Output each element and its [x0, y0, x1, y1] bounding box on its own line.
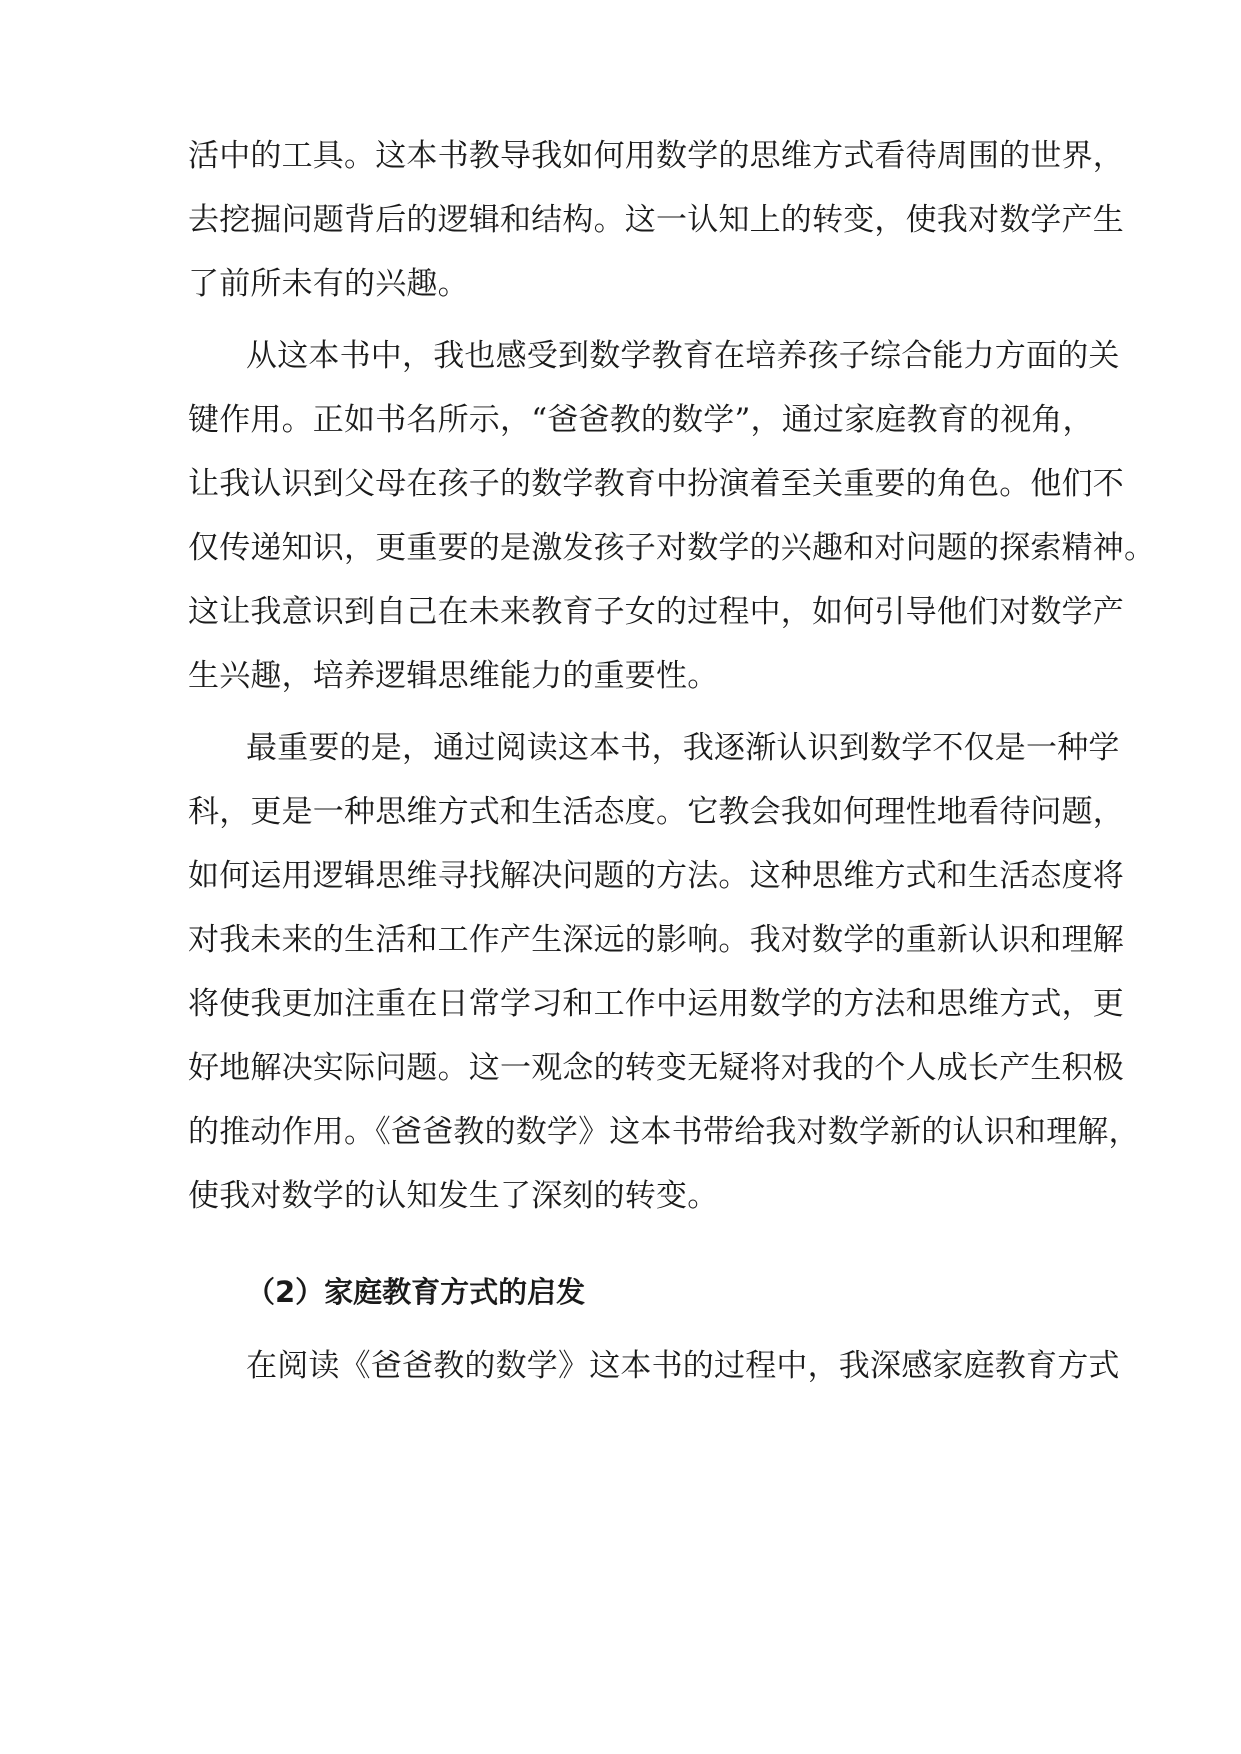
- paragraph-2-line-1: 从这本书中，我也感受到数学教育在培养孩子综合能力方面的关: [246, 338, 1120, 374]
- paragraph-3-line-8: 使我对数学的认知发生了深刻的转变。: [188, 1178, 719, 1214]
- section-heading: （2）家庭教育方式的启发: [246, 1275, 586, 1309]
- paragraph-1-line-1: 活中的工具。这本书教导我如何用数学的思维方式看待周围的世界，: [188, 138, 1124, 174]
- paragraph-3-line-5: 将使我更加注重在日常学习和工作中运用数学的方法和思维方式，更: [188, 986, 1124, 1022]
- paragraph-2-line-5: 这让我意识到自己在未来教育子女的过程中，如何引导他们对数学产: [188, 594, 1124, 630]
- paragraph-2-line-4: 仅传递知识，更重要的是激发孩子对数学的兴趣和对问题的探索精神。: [188, 530, 1156, 566]
- paragraph-3-line-4: 对我未来的生活和工作产生深远的影响。我对数学的重新认识和理解: [188, 922, 1124, 958]
- paragraph-4-line-1: 在阅读《爸爸教的数学》这本书的过程中，我深感家庭教育方式: [246, 1348, 1120, 1384]
- paragraph-2-line-2: 键作用。正如书名所示，“爸爸教的数学”，通过家庭教育的视角，: [188, 402, 1094, 438]
- paragraph-2-line-6: 生兴趣，培养逻辑思维能力的重要性。: [188, 658, 719, 694]
- paragraph-3-line-7: 的推动作用。《爸爸教的数学》这本书带给我对数学新的认识和理解，: [188, 1114, 1140, 1150]
- paragraph-3-line-2: 科，更是一种思维方式和生活态度。它教会我如何理性地看待问题，: [188, 794, 1124, 830]
- paragraph-2-line-3: 让我认识到父母在孩子的数学教育中扮演着至关重要的角色。他们不: [188, 466, 1124, 502]
- paragraph-1-line-2: 去挖掘问题背后的逻辑和结构。这一认知上的转变，使我对数学产生: [188, 202, 1124, 238]
- paragraph-3-line-1: 最重要的是，通过阅读这本书，我逐渐认识到数学不仅是一种学: [246, 730, 1120, 766]
- paragraph-1-line-3: 了前所未有的兴趣。: [188, 266, 469, 302]
- paragraph-3-line-6: 好地解决实际问题。这一观念的转变无疑将对我的个人成长产生积极: [188, 1050, 1124, 1086]
- paragraph-3-line-3: 如何运用逻辑思维寻找解决问题的方法。这种思维方式和生活态度将: [188, 858, 1124, 894]
